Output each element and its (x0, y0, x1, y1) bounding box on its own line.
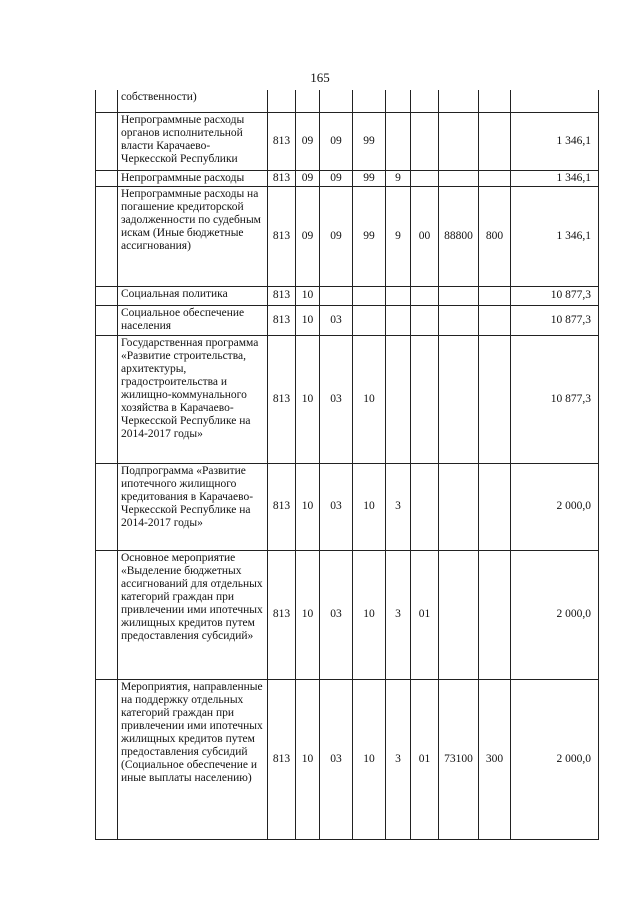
table-row (96, 170, 599, 186)
code-gov-cell: 813 (268, 170, 296, 186)
row-name: Мероприятия, направленные на поддержку отдельных категорий граждан при привлечении ими ипотечных жилищных кредитов путем предоставления субсидий (Социальное обеспечение и иные выплаты населению) (118, 679, 268, 839)
code-program-cell: 10 (353, 679, 386, 839)
code-section-cell: 10 (296, 305, 320, 335)
amount-cell: 2 000,0 (511, 679, 599, 839)
table-row (96, 90, 599, 112)
code-subprogram-cell: 3 (386, 463, 411, 550)
index-cell (96, 679, 118, 839)
code-subsection-cell: 03 (320, 463, 353, 550)
table-row (96, 335, 599, 463)
amount-cell (511, 90, 599, 112)
code-gov-cell (268, 90, 296, 112)
code-subprogram-cell: 3 (386, 550, 411, 679)
code-expense-type-cell (479, 335, 511, 463)
code-expense-type-cell (479, 463, 511, 550)
code-section-cell: 10 (296, 679, 320, 839)
code-section-cell: 10 (296, 550, 320, 679)
amount-cell: 2 000,0 (511, 550, 599, 679)
code-program-cell (353, 90, 386, 112)
code-gov-cell: 813 (268, 463, 296, 550)
amount-cell: 10 877,3 (511, 335, 599, 463)
code-gov-cell: 813 (268, 335, 296, 463)
code-subsection-cell: 09 (320, 186, 353, 286)
code-program-cell: 10 (353, 550, 386, 679)
amount-cell: 10 877,3 (511, 305, 599, 335)
code-section-cell (296, 90, 320, 112)
code-program-cell: 10 (353, 463, 386, 550)
code-subsection-cell: 03 (320, 305, 353, 335)
code-direction-cell (439, 286, 479, 305)
row-name: Подпрограмма «Развитие ипотечного жилищного кредитования в Карачаево-Черкесской Республике на 2014-2017 годы» (118, 463, 268, 550)
code-event-cell (411, 90, 439, 112)
code-program-cell: 99 (353, 186, 386, 286)
code-subprogram-cell: 3 (386, 679, 411, 839)
code-expense-type-cell (479, 112, 511, 170)
code-program-cell: 99 (353, 112, 386, 170)
code-event-cell: 01 (411, 550, 439, 679)
code-program-cell (353, 305, 386, 335)
index-cell (96, 170, 118, 186)
code-direction-cell: 88800 (439, 186, 479, 286)
table-row (96, 112, 599, 170)
code-direction-cell (439, 112, 479, 170)
code-expense-type-cell: 800 (479, 186, 511, 286)
amount-cell: 2 000,0 (511, 463, 599, 550)
amount-cell: 1 346,1 (511, 186, 599, 286)
code-direction-cell (439, 463, 479, 550)
code-gov-cell: 813 (268, 112, 296, 170)
code-program-cell: 10 (353, 335, 386, 463)
index-cell (96, 463, 118, 550)
code-section-cell: 10 (296, 286, 320, 305)
code-expense-type-cell (479, 550, 511, 679)
code-direction-cell (439, 90, 479, 112)
index-cell (96, 335, 118, 463)
code-subprogram-cell (386, 335, 411, 463)
code-expense-type-cell (479, 170, 511, 186)
row-name: Государственная программа «Развитие строительства, архитектуры, градостроительства и жилищно-коммунального хозяйства в Карачаево-Черкесской Республике на 2014-2017 годы» (118, 335, 268, 463)
code-subprogram-cell: 9 (386, 186, 411, 286)
code-program-cell (353, 286, 386, 305)
code-subprogram-cell (386, 305, 411, 335)
code-gov-cell: 813 (268, 305, 296, 335)
code-gov-cell: 813 (268, 186, 296, 286)
table-row (96, 463, 599, 550)
row-name: Основное мероприятие «Выделение бюджетных ассигнований для отдельных категорий граждан при привлечении ими ипотечных жилищных кредитов путем предоставления субсидий» (118, 550, 268, 679)
code-event-cell (411, 335, 439, 463)
code-event-cell (411, 170, 439, 186)
code-gov-cell: 813 (268, 550, 296, 679)
code-gov-cell: 813 (268, 679, 296, 839)
index-cell (96, 90, 118, 112)
code-program-cell: 99 (353, 170, 386, 186)
code-direction-cell: 73100 (439, 679, 479, 839)
index-cell (96, 550, 118, 679)
code-section-cell: 09 (296, 112, 320, 170)
code-expense-type-cell (479, 90, 511, 112)
code-section-cell: 09 (296, 186, 320, 286)
index-cell (96, 112, 118, 170)
amount-cell: 10 877,3 (511, 286, 599, 305)
code-expense-type-cell (479, 305, 511, 335)
code-subsection-cell: 03 (320, 550, 353, 679)
amount-cell: 1 346,1 (511, 112, 599, 170)
code-direction-cell (439, 550, 479, 679)
code-direction-cell (439, 170, 479, 186)
index-cell (96, 305, 118, 335)
row-name: Социальная политика (118, 286, 268, 305)
index-cell (96, 286, 118, 305)
code-subsection-cell: 03 (320, 335, 353, 463)
code-section-cell: 10 (296, 335, 320, 463)
code-section-cell: 09 (296, 170, 320, 186)
code-event-cell (411, 112, 439, 170)
code-direction-cell (439, 305, 479, 335)
code-direction-cell (439, 335, 479, 463)
row-name: Непрограммные расходы органов исполнительной власти Карачаево-Черкесской Республики (118, 112, 268, 170)
index-cell (96, 186, 118, 286)
table-row (96, 550, 599, 679)
code-event-cell: 00 (411, 186, 439, 286)
row-name: собственности) (118, 90, 268, 112)
code-event-cell (411, 463, 439, 550)
code-event-cell (411, 286, 439, 305)
amount-cell: 1 346,1 (511, 170, 599, 186)
code-subprogram-cell (386, 286, 411, 305)
row-name: Непрограммные расходы (118, 170, 268, 186)
code-subsection-cell (320, 90, 353, 112)
code-expense-type-cell (479, 286, 511, 305)
code-event-cell (411, 305, 439, 335)
code-subsection-cell (320, 286, 353, 305)
page-number: 165 (310, 70, 330, 85)
budget-table (95, 90, 599, 840)
code-gov-cell: 813 (268, 286, 296, 305)
table-row (96, 679, 599, 839)
code-subprogram-cell (386, 112, 411, 170)
code-subprogram-cell (386, 90, 411, 112)
code-subsection-cell: 09 (320, 112, 353, 170)
code-subsection-cell: 03 (320, 679, 353, 839)
table-row (96, 186, 599, 286)
row-name: Социальное обеспечение населения (118, 305, 268, 335)
code-expense-type-cell: 300 (479, 679, 511, 839)
table-row (96, 305, 599, 335)
code-subprogram-cell: 9 (386, 170, 411, 186)
row-name: Непрограммные расходы на погашение кредиторской задолженности по судебным искам (Иные бюджетные ассигнования) (118, 186, 268, 286)
code-section-cell: 10 (296, 463, 320, 550)
code-subsection-cell: 09 (320, 170, 353, 186)
table-row (96, 286, 599, 305)
code-event-cell: 01 (411, 679, 439, 839)
